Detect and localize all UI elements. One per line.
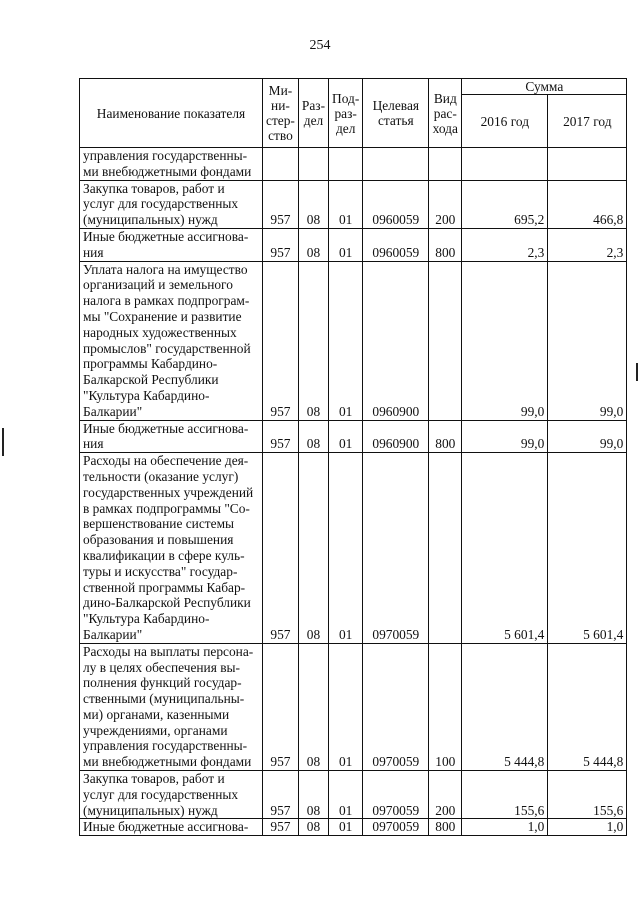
header-name: Наименование показателя: [80, 79, 263, 148]
row-ministry: 957: [263, 453, 299, 644]
row-name: Уплата налога на имущество организаций и земельного налога в рамках подпрограм- мы "Сохранение и развитие народных художественных промыслов" государственной программы Кабардино- Балкарской Республики "Культура Кабардино- Балкарии": [80, 261, 263, 420]
table-row: [80, 453, 627, 644]
row-target: 0970059: [363, 453, 429, 644]
row-exptype: [429, 453, 462, 644]
row-ministry: 957: [263, 261, 299, 420]
table-row: [80, 643, 627, 770]
row-exptype: 800: [429, 819, 462, 836]
row-ministry: [263, 148, 299, 181]
right-edge-mark: [636, 363, 638, 381]
row-amount-2016: 99,0: [462, 261, 548, 420]
row-amount-2017: 99,0: [548, 420, 627, 453]
table-row: [80, 228, 627, 261]
row-section: 08: [298, 261, 328, 420]
row-amount-2016: 2,3: [462, 228, 548, 261]
row-amount-2016: 155,6: [462, 771, 548, 819]
row-subsection: 01: [329, 180, 363, 228]
row-ministry: 957: [263, 819, 299, 836]
row-subsection: [329, 148, 363, 181]
row-amount-2017: 5 601,4: [548, 453, 627, 644]
row-subsection: 01: [329, 819, 363, 836]
row-subsection: 01: [329, 453, 363, 644]
row-target: 0970059: [363, 771, 429, 819]
row-target: 0970059: [363, 643, 429, 770]
row-section: 08: [298, 180, 328, 228]
row-exptype: 800: [429, 420, 462, 453]
row-amount-2017: 2,3: [548, 228, 627, 261]
budget-table-body: [80, 148, 627, 836]
left-edge-mark: [2, 428, 4, 456]
row-name: Расходы на выплаты персона- лу в целях обеспечения вы- полнения функций государ- ственными (муниципальны- ми) органами, казенными учреждениями, органами управления государственны- ми внебюджетными фондами: [80, 643, 263, 770]
row-amount-2016: 1,0: [462, 819, 548, 836]
table-row: [80, 420, 627, 453]
row-target: 0970059: [363, 819, 429, 836]
row-amount-2017: 1,0: [548, 819, 627, 836]
row-exptype: 800: [429, 228, 462, 261]
header-sum: Сумма: [462, 79, 627, 95]
header-ministry: Ми- ни- стер- ство: [263, 79, 299, 148]
row-amount-2017: 466,8: [548, 180, 627, 228]
header-section: Раз- дел: [298, 79, 328, 148]
row-section: 08: [298, 643, 328, 770]
row-target: 0960900: [363, 261, 429, 420]
row-name: Закупка товаров, работ и услуг для государственных (муниципальных) нужд: [80, 180, 263, 228]
row-amount-2016: 5 444,8: [462, 643, 548, 770]
row-target: [363, 148, 429, 181]
row-section: 08: [298, 228, 328, 261]
row-amount-2017: 155,6: [548, 771, 627, 819]
header-2017: 2017 год: [548, 95, 627, 148]
row-name: Закупка товаров, работ и услуг для государственных (муниципальных) нужд: [80, 771, 263, 819]
row-section: [298, 148, 328, 181]
header-2016: 2016 год: [462, 95, 548, 148]
row-exptype: 200: [429, 180, 462, 228]
row-amount-2017: [548, 148, 627, 181]
row-subsection: 01: [329, 643, 363, 770]
budget-table: [79, 78, 627, 836]
row-ministry: 957: [263, 228, 299, 261]
row-target: 0960059: [363, 180, 429, 228]
table-row: [80, 819, 627, 836]
row-subsection: 01: [329, 228, 363, 261]
header-target: Целевая статья: [363, 79, 429, 148]
row-section: 08: [298, 771, 328, 819]
row-amount-2016: [462, 148, 548, 181]
table-row: [80, 771, 627, 819]
row-ministry: 957: [263, 771, 299, 819]
row-exptype: [429, 261, 462, 420]
row-name: управления государственны- ми внебюджетными фондами: [80, 148, 263, 181]
row-exptype: 100: [429, 643, 462, 770]
row-section: 08: [298, 420, 328, 453]
row-subsection: 01: [329, 420, 363, 453]
page-number: 254: [309, 38, 331, 53]
row-section: 08: [298, 453, 328, 644]
row-amount-2016: 695,2: [462, 180, 548, 228]
row-amount-2016: 99,0: [462, 420, 548, 453]
row-ministry: 957: [263, 180, 299, 228]
row-amount-2017: 99,0: [548, 261, 627, 420]
row-amount-2017: 5 444,8: [548, 643, 627, 770]
row-name: Иные бюджетные ассигнова- ния: [80, 228, 263, 261]
row-target: 0960900: [363, 420, 429, 453]
header-exptype: Вид рас- хода: [429, 79, 462, 148]
row-section: 08: [298, 819, 328, 836]
row-ministry: 957: [263, 643, 299, 770]
header-subsection: Под- раз- дел: [329, 79, 363, 148]
row-name: Иные бюджетные ассигнова-: [80, 819, 263, 836]
table-row: [80, 261, 627, 420]
row-target: 0960059: [363, 228, 429, 261]
table-row: [80, 180, 627, 228]
table-row: [80, 148, 627, 181]
row-subsection: 01: [329, 261, 363, 420]
row-exptype: [429, 148, 462, 181]
row-name: Расходы на обеспечение дея- тельности (оказание услуг) государственных учреждений в рамках подпрограммы "Со- вершенствование системы образования и повышения квалификации в сфере куль- туры и искусства" государ- ственной программы Кабар- дино-Балкарской Республики "Культура Кабардино- Балкарии": [80, 453, 263, 644]
row-amount-2016: 5 601,4: [462, 453, 548, 644]
row-subsection: 01: [329, 771, 363, 819]
row-ministry: 957: [263, 420, 299, 453]
row-exptype: 200: [429, 771, 462, 819]
row-name: Иные бюджетные ассигнова- ния: [80, 420, 263, 453]
